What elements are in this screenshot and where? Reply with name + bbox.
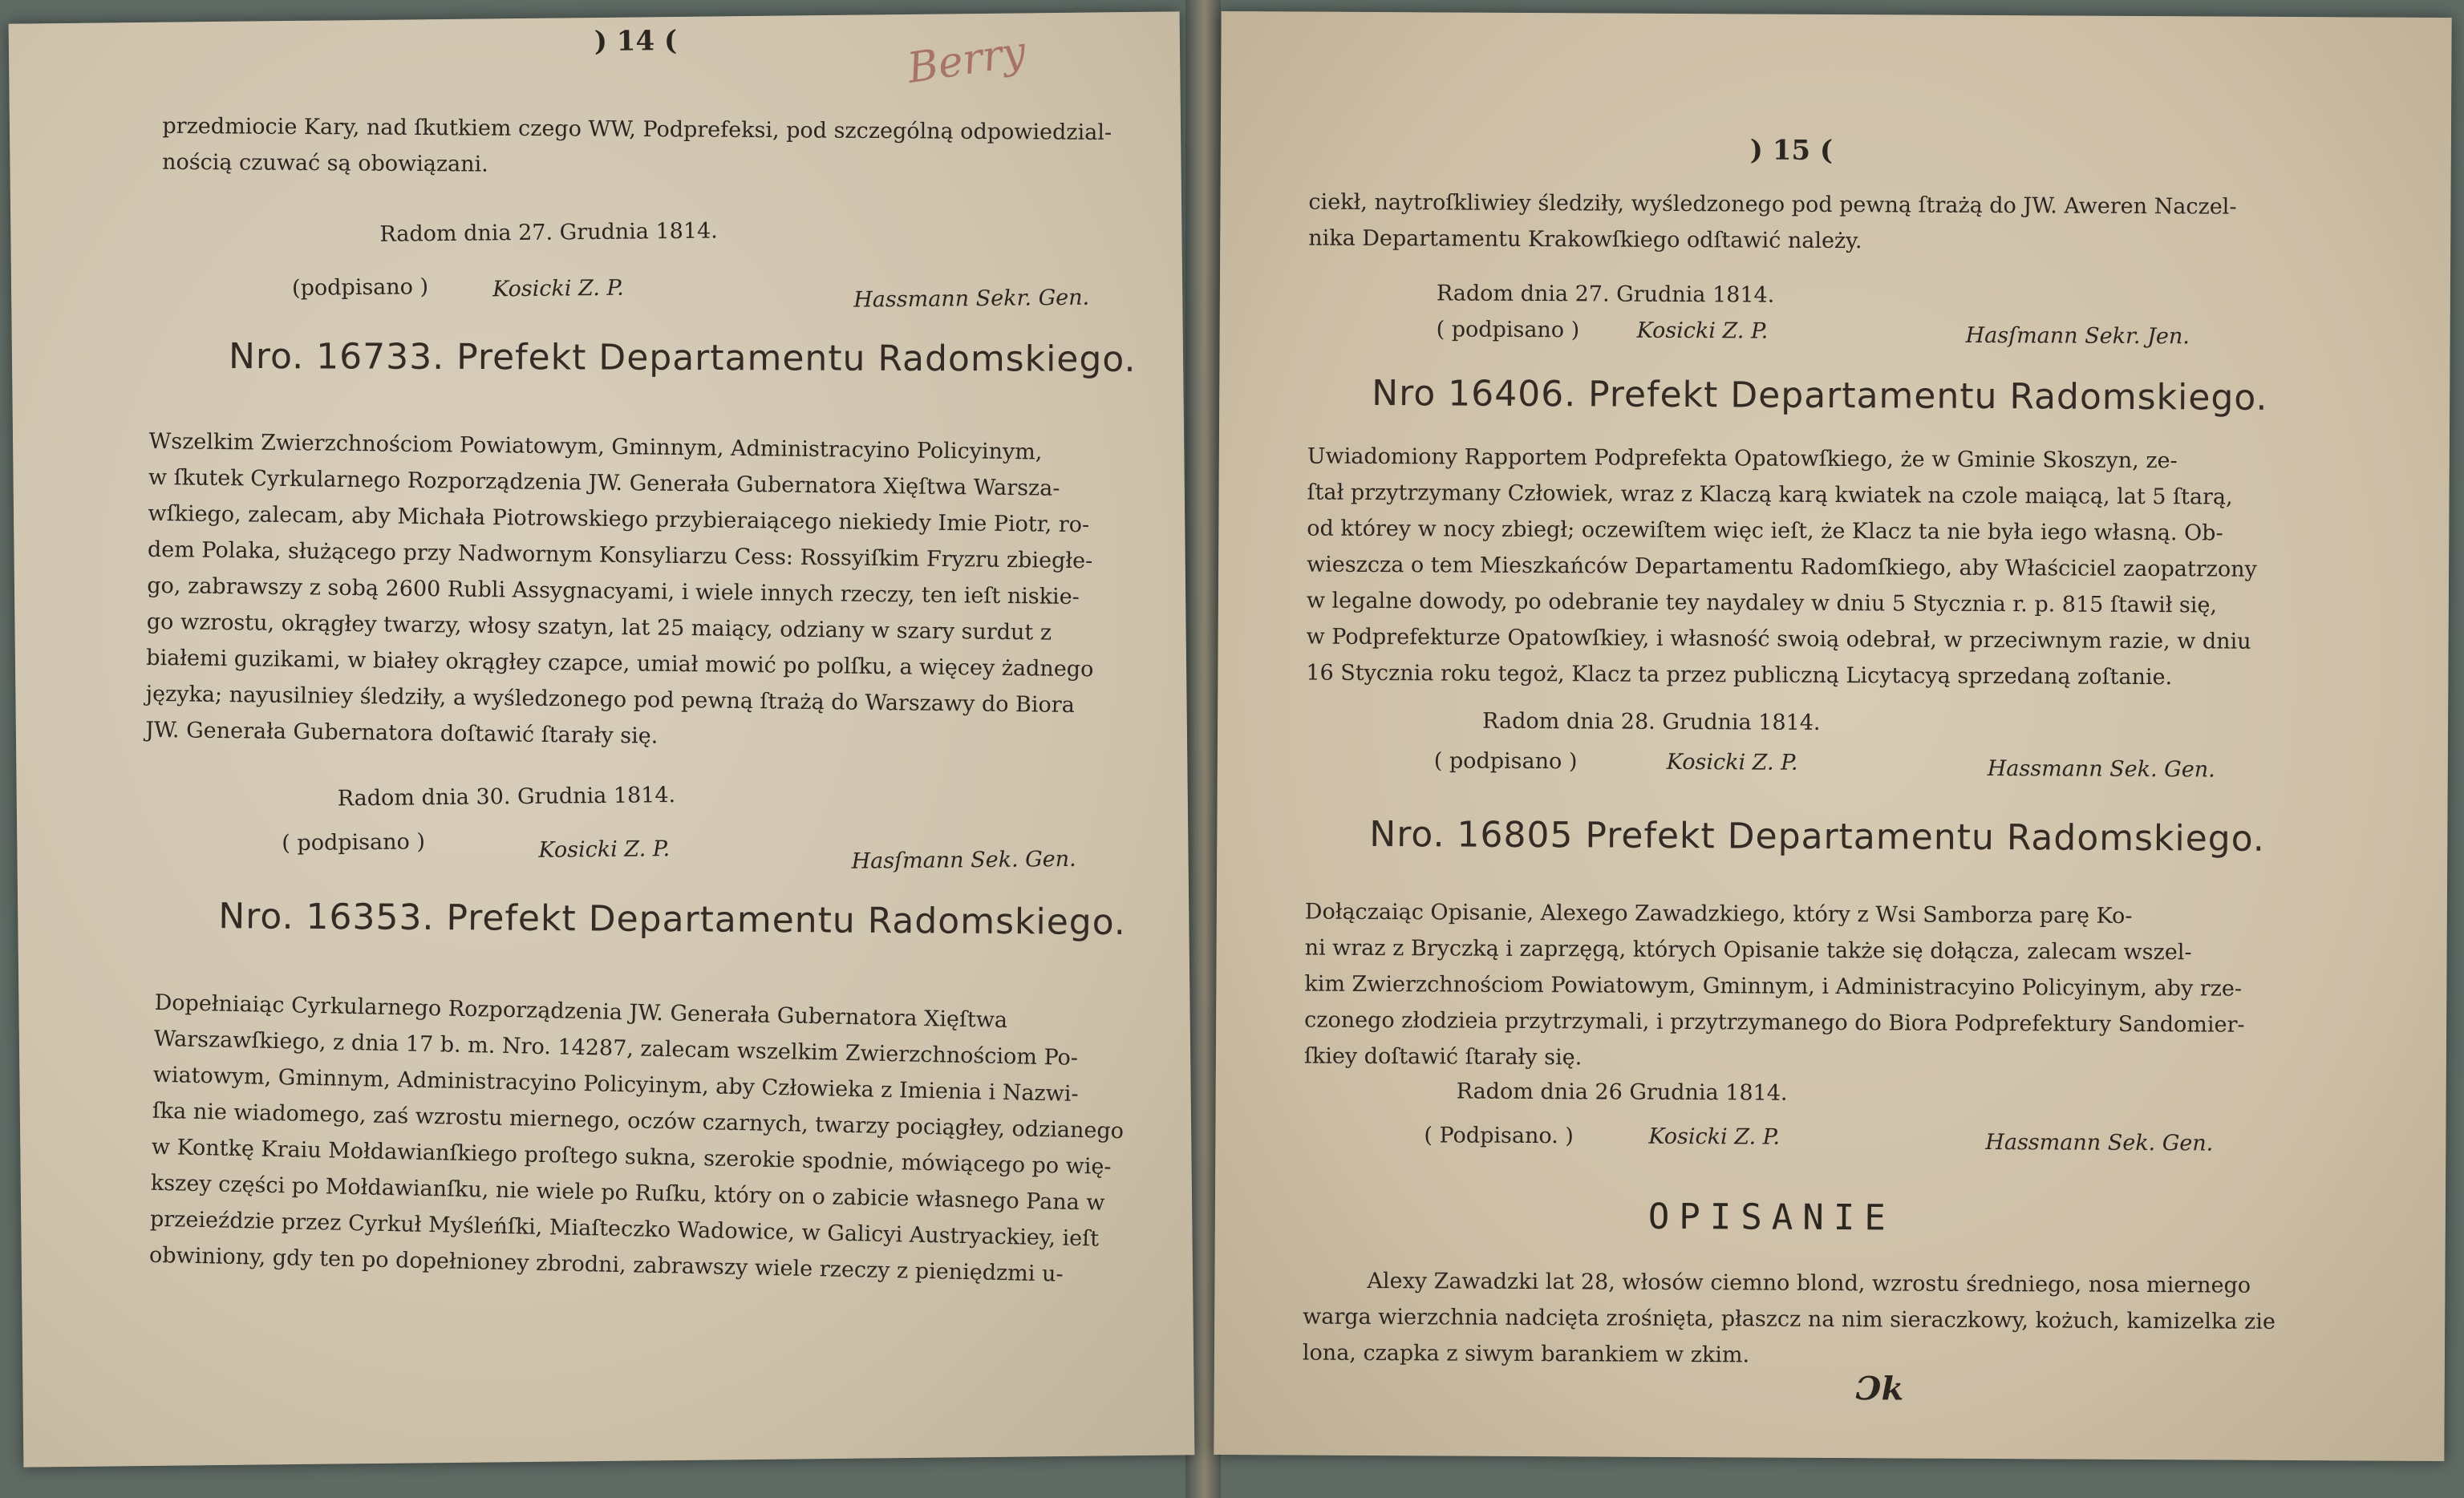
text-line: ciekł, naytroſkliwiey śledziły, wyśledzonego pod pewną ſtrażą do JW. Aweren Naczel- bbox=[1308, 189, 2237, 220]
date-line: Radom dnia 28. Grudnia 1814. bbox=[1482, 708, 1821, 735]
intro-paragraph bbox=[162, 108, 1165, 188]
text-line: nością czuwać są obowiązani. bbox=[162, 149, 488, 177]
manuscript-annotation: Berry bbox=[904, 27, 1029, 93]
notice-heading: Nro. 16805 Prefekt Departamentu Radomskiego. bbox=[1369, 813, 2265, 860]
signature-prefect: Kosicki Z. P. bbox=[538, 836, 671, 863]
text-line: czonego złodzieia przytrzymali, i przytrzymanego do Biora Podprefektury Sandomier- bbox=[1304, 1007, 2245, 1038]
text-line: kim Zwierzchnościom Powiatowym, Gminnym, i Administracyino Policyinym, aby rze- bbox=[1304, 971, 2243, 1002]
description-body bbox=[1303, 1263, 2378, 1377]
text-line: od którey w nocy zbiegł; oczewiſtem więc ieſt, że Klacz ta nie była iego własną. Ob- bbox=[1307, 516, 2223, 546]
text-line: kszey części po Mołdawianſku, nie wiele po Ruſku, który on o zabicie własnego Pana w bbox=[150, 1170, 1105, 1216]
signature-label: ( Podpisano. ) bbox=[1424, 1123, 1574, 1149]
text-line: w legalne dowody, po odebranie tey naydaley w dniu 5 Stycznia r. p. 815 ſtawił się, bbox=[1306, 588, 2218, 618]
signature-label: ( podpisano ) bbox=[1436, 317, 1580, 343]
text-line: Dopełniaiąc Cyrkularnego Rozporządzenia JW. Generała Gubernatora Xięſtwa bbox=[154, 990, 1008, 1034]
continuation-paragraph bbox=[1308, 184, 2383, 262]
notice-body bbox=[149, 985, 1181, 1295]
text-line: JW. Generała Gubernatora doſtawić ſtarały się. bbox=[144, 717, 659, 749]
notice-body bbox=[1306, 439, 2382, 697]
text-line: ſkiey doſtawić ſtarały się. bbox=[1303, 1043, 1583, 1071]
text-line: w Kontkę Kraiu Mołdawianſkiego proſtego sukna, szerokie spodnie, mówiącego po wię- bbox=[151, 1134, 1112, 1180]
date-line: Radom dnia 27. Grudnia 1814. bbox=[1436, 281, 1775, 308]
text-line: wſkiego, zalecam, aby Michała Piotrowskiego przybieraiącego niekiedy Imie Piotr, ro- bbox=[148, 500, 1090, 538]
text-line: obwiniony, gdy ten po dopełnioney zbrodni, zabrawszy wiele rzeczy z pieniędzmi u- bbox=[148, 1242, 1064, 1287]
text-line: Dołączaiąc Opisanie, Alexego Zawadzkiego, który z Wsi Samborza parę Ko- bbox=[1304, 899, 2133, 929]
signature-label: ( podpisano ) bbox=[282, 829, 426, 856]
text-line: Warszawſkiego, z dnia 17 b. m. Nro. 14287, zalecam wszelkim Zwierzchnościom Po- bbox=[153, 1026, 1079, 1071]
signature-prefect: Kosicki Z. P. bbox=[1648, 1124, 1781, 1150]
signature-secretary: Hassmann Sek. Gen. bbox=[1985, 1130, 2214, 1156]
date-line: Radom dnia 30. Grudnia 1814. bbox=[337, 783, 676, 812]
description-title: OPISANIE bbox=[1647, 1196, 1895, 1239]
text-line: ni wraz z Bryczką i zaprzęgą, których Opisanie także się dołącza, zalecam wszel- bbox=[1304, 935, 2192, 966]
text-line: w ſkutek Cyrkularnego Rozporządzenia JW. Generała Gubernatora Xięſtwa Warsza- bbox=[148, 464, 1060, 501]
signature-secretary: Hasſmann Sek. Gen. bbox=[851, 846, 1076, 874]
catchword: Ɔk bbox=[1855, 1370, 1904, 1408]
signature-label: (podpisano ) bbox=[291, 274, 429, 302]
text-line: języka; nayusilniey śledziły, a wyśledzonego pod pewną ſtrażą do Warszawy do Biora bbox=[145, 681, 1075, 719]
text-line: Alexy Zawadzki lat 28, włosów ciemno blond, wzrostu średniego, nosa miernego bbox=[1367, 1268, 2251, 1298]
signature-prefect: Kosicki Z. P. bbox=[1636, 318, 1769, 344]
text-line: Uwiadomiony Rapportem Podprefekta Opatowſkiego, że w Gminie Skoszyn, ze- bbox=[1307, 443, 2178, 474]
signature-prefect: Kosicki Z. P. bbox=[492, 275, 624, 302]
text-line: warga wierzchnia nadcięta zrośnięta, płaszcz na nim sieraczkowy, kożuch, kamizelka zie bbox=[1303, 1304, 2276, 1334]
notice-heading: Nro 16406. Prefekt Departamentu Radomskiego. bbox=[1372, 372, 2268, 419]
notice-body bbox=[1304, 894, 2380, 1080]
text-line: go, zabrawszy z sobą 2600 Rubli Assygnacyami, i wiele innych rzeczy, ten ieſt niskie- bbox=[147, 573, 1080, 610]
text-line: go wzrostu, okrągłey twarzy, włosy szatyn, lat 25 maiący, odziany w szary surdut z bbox=[146, 609, 1052, 646]
text-line: nika Departamentu Krakowſkiego odſtawić należy. bbox=[1308, 225, 1862, 254]
notice-heading: Nro. 16733. Prefekt Departamentu Radomskiego. bbox=[228, 335, 1137, 380]
page-number: ) 15 ( bbox=[1749, 134, 1834, 167]
signature-secretary: Hassmann Sekr. Gen. bbox=[853, 285, 1090, 313]
text-line: wiatowym, Gminnym, Administracyino Policyinym, aby Człowieka z Imienia i Nazwi- bbox=[152, 1062, 1079, 1107]
notice-heading: Nro. 16353. Prefekt Departamentu Radomskiego. bbox=[218, 896, 1126, 944]
text-line: Wszelkim Zwierzchnościom Powiatowym, Gminnym, Administracyino Policyinym, bbox=[148, 428, 1043, 465]
notice-body bbox=[145, 423, 1176, 761]
text-line: przeieździe przez Cyrkuł Myśleńſki, Miaſteczko Wadowice, w Galicyi Austryackiey, ieſt bbox=[149, 1206, 1100, 1252]
signature-secretary: Hasſmann Sekr. Jen. bbox=[1965, 322, 2190, 350]
page-number: ) 14 ( bbox=[594, 24, 678, 59]
text-line: 16 Stycznia roku tegoż, Klacz ta przez publiczną Licytacyą sprzedaną zoſtanie. bbox=[1306, 660, 2173, 690]
text-line: ſka nie wiadomego, zaś wzrostu miernego, oczów czarnych, twarzy pociągłey, odzianego bbox=[152, 1098, 1125, 1144]
signature-prefect: Kosicki Z. P. bbox=[1666, 749, 1798, 775]
text-line: białemi guzikami, w białey okrągłey czapce, umiał mowić po polſku, a więcey żadnego bbox=[146, 645, 1094, 682]
text-line: dem Polaka, służącego przy Nadwornym Konsyliarzu Cess: Rossyiſkim Fryzru zbiegłe- bbox=[147, 536, 1093, 574]
signature-label: ( podpisano ) bbox=[1433, 748, 1578, 775]
text-line: ſtał przytrzymany Człowiek, wraz z Klaczą karą kwiatek na czole maiącą, lat 5 ſtarą, bbox=[1307, 480, 2233, 510]
left-page bbox=[9, 11, 1195, 1467]
date-line: Radom dnia 26 Grudnia 1814. bbox=[1456, 1079, 1788, 1106]
right-page bbox=[1214, 11, 2451, 1461]
text-line: wieszcza o tem Mieszkańców Departamentu Radomſkiego, aby Właściciel zaopatrzony bbox=[1307, 552, 2257, 582]
text-line: przedmiocie Kary, nad ſkutkiem czego WW, Podprefeksi, pod szczególną odpowiedzial- bbox=[162, 113, 1112, 146]
text-line: lona, czapka z siwym barankiem w zkim. bbox=[1302, 1340, 1750, 1368]
text-line: w Podprefekturze Opatowſkiey, i własność swoią odebrał, w przeciwnym razie, w dniu bbox=[1306, 624, 2251, 654]
date-line: Radom dnia 27. Grudnia 1814. bbox=[379, 218, 718, 247]
signature-secretary: Hassmann Sek. Gen. bbox=[1987, 756, 2215, 783]
